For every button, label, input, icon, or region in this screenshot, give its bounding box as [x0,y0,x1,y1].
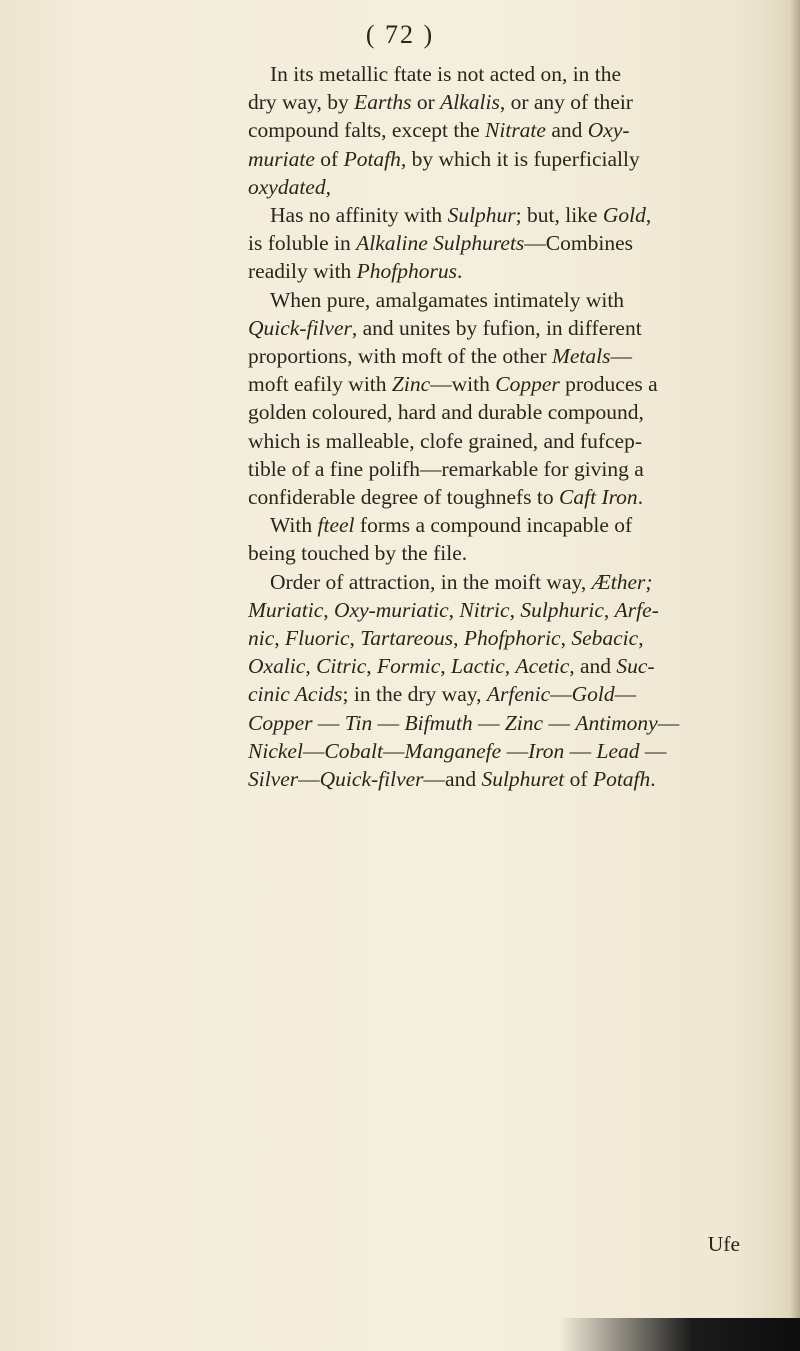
text-run: — [501,738,529,763]
body-text [248,60,768,793]
text-run: — [298,767,320,792]
text-run: , [645,203,652,228]
text-run: , [509,597,521,622]
text-run: forms a compound incapable of [354,513,633,538]
text-run: , [440,654,452,679]
text-line [248,314,768,342]
text-run: —and [423,767,482,792]
text-run: produces a [559,372,658,397]
italic-term: Lead [596,738,640,763]
italic-term: Earths [354,90,412,115]
scan-bottom-shadow [560,1318,800,1351]
text-run: —Combines [524,231,633,256]
text-run: , [323,597,334,622]
italic-term: Sebacic [571,626,639,651]
text-line [248,709,768,737]
italic-term: Zinc [391,372,431,397]
italic-term: Æther; [591,569,653,594]
italic-term: Antimony [575,710,658,735]
text-run: In its metallic ftate is not acted on, in the [270,62,622,86]
text-line [248,60,768,88]
text-run: . [457,259,463,284]
text-run: , [325,174,331,199]
text-line [248,765,768,793]
italic-term: Oxalic [248,654,306,679]
italic-term: Nickel [248,738,303,763]
text-line [248,427,768,455]
text-run: compound falts, except the [248,118,486,143]
italic-term: Phofphorus [356,259,458,284]
text-run: — [372,710,405,735]
text-run: — [639,738,667,763]
text-run: moft eafily with [248,372,392,397]
italic-term: Potafh [343,146,401,171]
text-run: , [560,626,572,651]
italic-term: Bifmuth [404,710,473,735]
text-line [248,539,768,567]
italic-term: Formic [376,654,441,679]
italic-term: Gold [602,203,646,228]
text-run: ; but, like [515,203,603,228]
page-number: ( 72 ) [365,20,435,49]
text-run: or [411,90,441,115]
text-run: — [657,710,680,735]
text-line [248,229,768,257]
text-run: , [504,654,516,679]
text-run: — [472,710,505,735]
italic-term: Alkaline Sulphurets [356,231,525,256]
italic-term: Fluoric [285,626,350,651]
text-run: , [305,654,317,679]
italic-term: Muriatic [248,597,324,622]
italic-term: Suc- [616,654,655,679]
italic-term: Lactic [451,654,505,679]
text-run: ; in the dry way, [342,682,487,707]
text-run: — [610,344,632,369]
italic-term: Alkalis [440,90,500,115]
italic-term: Tin [344,710,373,735]
italic-term: Sulphur [447,203,516,228]
italic-term: Cobalt [324,738,383,763]
italic-term: Caft Iron [559,485,638,510]
italic-term: Manganefe [404,738,502,763]
text-run: — [550,682,572,707]
text-run: With [270,513,318,538]
italic-term: Silver [248,767,299,792]
text-run: which is malleable, clofe grained, and fufcep- [248,428,642,453]
italic-term: Sulphuric [520,597,604,622]
italic-term: nic [248,626,275,651]
italic-term: Oxy-muriatic [334,597,449,622]
italic-term: Citric [316,654,367,679]
text-run: — [564,738,597,763]
italic-term: Nitric [459,597,510,622]
italic-term: Quick-filver [319,767,424,792]
italic-term: Copper [495,372,560,397]
italic-term: Arfe- [614,597,659,622]
text-line [248,173,768,201]
text-run: , [453,626,464,651]
page-edge-shadow [790,0,800,1351]
text-run: of [314,146,344,171]
text-line [248,624,768,652]
text-run: , [274,626,286,651]
text-run: , [366,654,377,679]
text-run: —with [430,372,496,397]
text-run: , [349,626,361,651]
text-run: golden coloured, hard and durable compound, [248,400,644,425]
text-line [248,652,768,680]
text-line [248,116,768,144]
text-line [248,483,768,511]
text-run: — [312,710,345,735]
italic-term: Iron [528,738,565,763]
italic-term: Potafh [592,767,651,792]
text-line [248,398,768,426]
italic-term: Acetic [515,654,570,679]
italic-term: Copper [248,710,313,735]
text-run: , and [569,654,617,679]
italic-term: oxydated [248,174,326,199]
text-run: , and unites by fufion, in different [351,315,642,340]
text-line [248,680,768,708]
italic-term: Tartareous [360,626,454,651]
text-line [248,370,768,398]
text-line [248,257,768,285]
text-line [248,596,768,624]
text-run: , [448,597,460,622]
text-run: . [637,485,644,510]
text-line [248,511,768,539]
italic-term: Quick-filver [248,315,352,340]
text-line [248,568,768,596]
text-run: , [603,597,615,622]
text-run: tible of a fine polifh—remarkable for giving a [248,456,644,481]
text-run: , [638,626,644,651]
catchword: Ufe [707,1232,740,1256]
text-run: dry way, by [248,90,355,115]
italic-term: Zinc [504,710,544,735]
text-run: and [545,118,588,143]
text-run: is foluble in [248,231,357,256]
text-run: confiderable degree of toughnefs to [248,485,560,510]
text-run: readily with [248,259,357,284]
text-run: — [614,682,637,707]
italic-term: Gold [571,682,615,707]
text-run: — [302,738,325,763]
text-line [248,88,768,116]
italic-term: Sulphuret [481,767,565,792]
text-run: , or any of their [499,90,633,115]
italic-term: Arfenic [486,682,551,707]
text-run: Order of attraction, in the moift way, [270,569,592,594]
text-line [248,737,768,765]
text-run: proportions, with moft of the other [248,344,552,369]
text-run: being touched by the file. [248,541,468,566]
italic-term: Phofphoric [463,626,561,651]
italic-term: Oxy- [587,118,630,143]
text-run: Has no affinity with [270,203,448,228]
text-run: of [564,767,593,792]
text-line [248,455,768,483]
italic-term: cinic Acids [248,682,343,707]
text-run: , by which it is fuperficially [400,146,640,171]
text-line [248,286,768,314]
text-run: When pure, amalgamates intimately with [270,287,625,312]
text-run: . [650,767,656,792]
text-run: — [543,710,576,735]
text-run: — [382,738,405,763]
text-line [248,201,768,229]
italic-term: muriate [248,146,315,171]
text-line [248,342,768,370]
italic-term: fteel [317,513,355,538]
italic-term: Nitrate [485,118,546,143]
italic-term: Metals [551,344,611,369]
text-line [248,145,768,173]
